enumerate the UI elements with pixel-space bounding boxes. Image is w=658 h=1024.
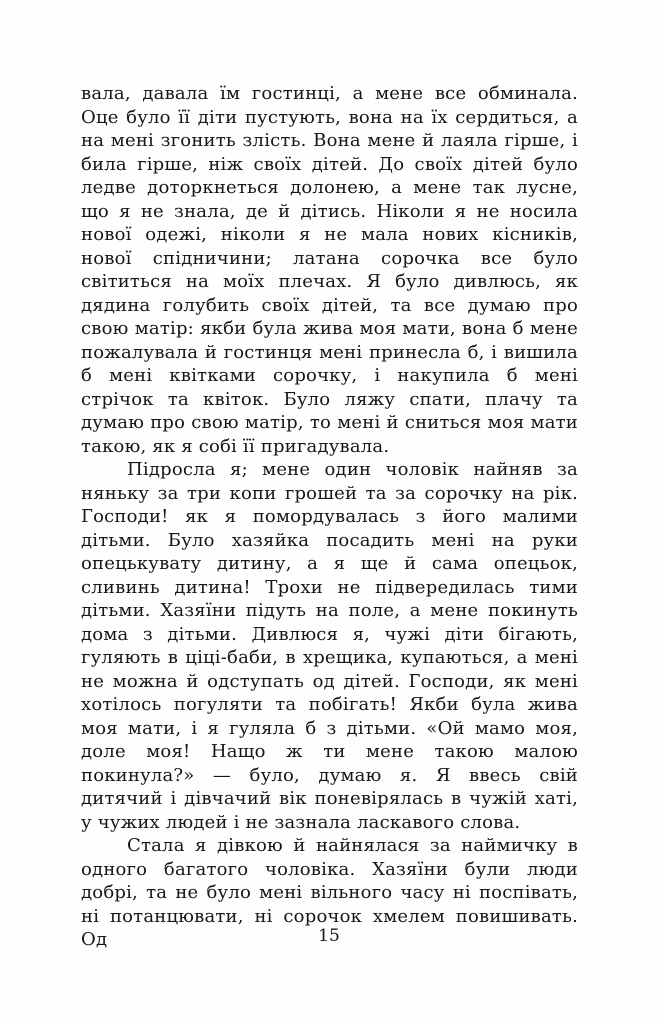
paragraph-continuation: вала, давала їм гостинці, а мене все обминала. Оце було її діти пустують, вона на їх сердиться, а на мені згонить злість. Вона мене й лаяла гірше, і била гірше, ніж своїх дітей. До своїх дітей було ледве доторкнеться долонею, а мене так лусне, що я не знала, де й дітись. Ніколи я не носила нової одежі, ніколи я не мала нових кісників, нової спідничини; латана сорочка все було світиться на моїх плечах. Я було дивлюсь, як дядина голубить своїх дітей, та все думаю про свою матір: якби була жива моя мати, вона б мене пожалувала й гостинця мені принесла б, і вишила б мені квітками сорочку, і накупила б мені стрічок та квіток. Було ляжу спати, плачу та думаю про свою матір, то мені й сниться моя мати такою, як я собі її пригадувала. bbox=[81, 83, 578, 457]
page-text bbox=[81, 82, 578, 952]
paragraph: Стала я дівкою й найнялася за наймичку в одного багатого чоловіка. Хазяїни були люди добрі, та не було мені вільного часу ні поспівать, ні потанцювати, ні сорочок хмелем повишивать. Од bbox=[81, 835, 578, 950]
paragraph: Підросла я; мене один чоловік найняв за няньку за три копи грошей та за сорочку на рік. Господи! як я помордувалась з його малими дітьми. Було хазяйка посадить мені на руки опецькувату дитину, а я ще й сама опецьок, сливинь дитина! Трохи не підвередилась тими дітьми. Хазяїни підуть на поле, а мене покинуть дома з дітьми. Дивлюся я, чужі діти бігають, гуляють в ціці-баби, в хрещика, купаються, а мені не можна й одступать од дітей. Господи, як мені хотілось погуляти та побігать! Якби була жива моя мати, і я гуляла б з дітьми. «Ой мамо моя, доле моя! Нащо ж ти мене такою малою покинула?» — було, думаю я. Я ввесь свій дитячий і дівчачий вік поневірялась в чужій хаті, у чужих людей і не зазнала ласкавого слова. bbox=[81, 459, 578, 833]
page-number: 15 bbox=[318, 926, 340, 946]
